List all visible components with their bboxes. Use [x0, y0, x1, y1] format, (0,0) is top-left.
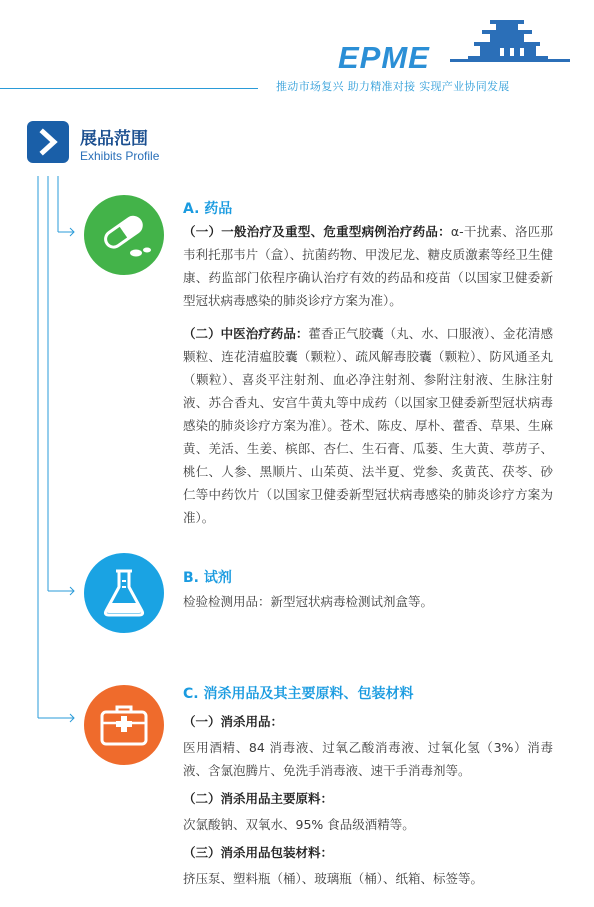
category-a-p2-text: 藿香正气胶囊（丸、水、口服液）、金花清感颗粒、连花清瘟胶囊（颗粒）、疏风解毒胶囊（颗粒）、防风通圣丸（颗粒）、喜炎平注射剂、血必净注射剂、参附注射液、生脉注射液、苏合香丸、安宫牛黄丸等中成药（以国家卫健委新型冠状病毒感染的肺炎诊疗方案为准）。苍术、陈皮、厚朴、藿香、草果、生麻黄、羌活、生姜、槟郎、杏仁、生石膏、瓜蒌、生大黄、葶苈子、桃仁、人参、黑顺片、山茱萸、法半夏、党参、炙黄芪、茯苓、砂仁等中药饮片（以国家卫健委新型冠状病毒感染的肺炎诊疗方案为准）。	[183, 326, 553, 525]
header-divider	[0, 88, 258, 89]
category-a-p1-text: α-干扰素、洛匹那韦利托那韦片（盒）、抗菌药物、甲泼尼龙、糖皮质激素等经卫生健康、药监部门依程序确认治疗有效的药品和疫苗（以国家卫健委新型冠状病毒感染的肺炎诊疗方案为准）。	[183, 224, 553, 308]
reagent-flask-icon	[84, 553, 164, 633]
logo-text: EPME	[338, 40, 430, 75]
category-c-title: C. 消杀用品及其主要原料、包装材料	[183, 686, 414, 702]
category-c-label-2: （二）消杀用品主要原料：	[183, 791, 334, 806]
category-a-paragraph-1	[183, 220, 553, 312]
category-c-label-1: （一）消杀用品：	[183, 714, 284, 729]
medicine-capsule-icon	[84, 195, 164, 275]
category-c-text-1: 医用酒精、84 消毒液、过氧乙酸消毒液、过氧化氢（3%）消毒液、含氯泡腾片、免洗手消毒液、速干手消毒剂等。	[183, 740, 553, 778]
category-a-p2-label: （二）中医治疗药品：	[183, 326, 309, 341]
medical-kit-icon	[84, 685, 164, 765]
category-a-paragraph-2	[183, 322, 553, 529]
category-b-text: 检验检测用品：新型冠状病毒检测试剂盒等。	[183, 594, 434, 609]
category-c-label-3: （三）消杀用品包装材料：	[183, 845, 334, 860]
tagline: 推动市场复兴 助力精准对接 实现产业协同发展	[276, 80, 510, 93]
section-title: 展品范围	[80, 129, 148, 149]
category-a-p1-label: （一）一般治疗及重型、危重型病例治疗药品：	[183, 224, 451, 239]
category-b-title: B. 试剂	[183, 570, 232, 586]
section-subtitle: Exhibits Profile	[80, 149, 160, 163]
category-c-text-2: 次氯酸钠、双氧水、95% 食品级酒精等。	[183, 817, 415, 832]
section-chevron-icon	[27, 121, 69, 163]
category-c-text-3: 挤压泵、塑料瓶（桶）、玻璃瓶（桶）、纸箱、标签等。	[183, 871, 484, 886]
category-a-title: A. 药品	[183, 201, 233, 217]
